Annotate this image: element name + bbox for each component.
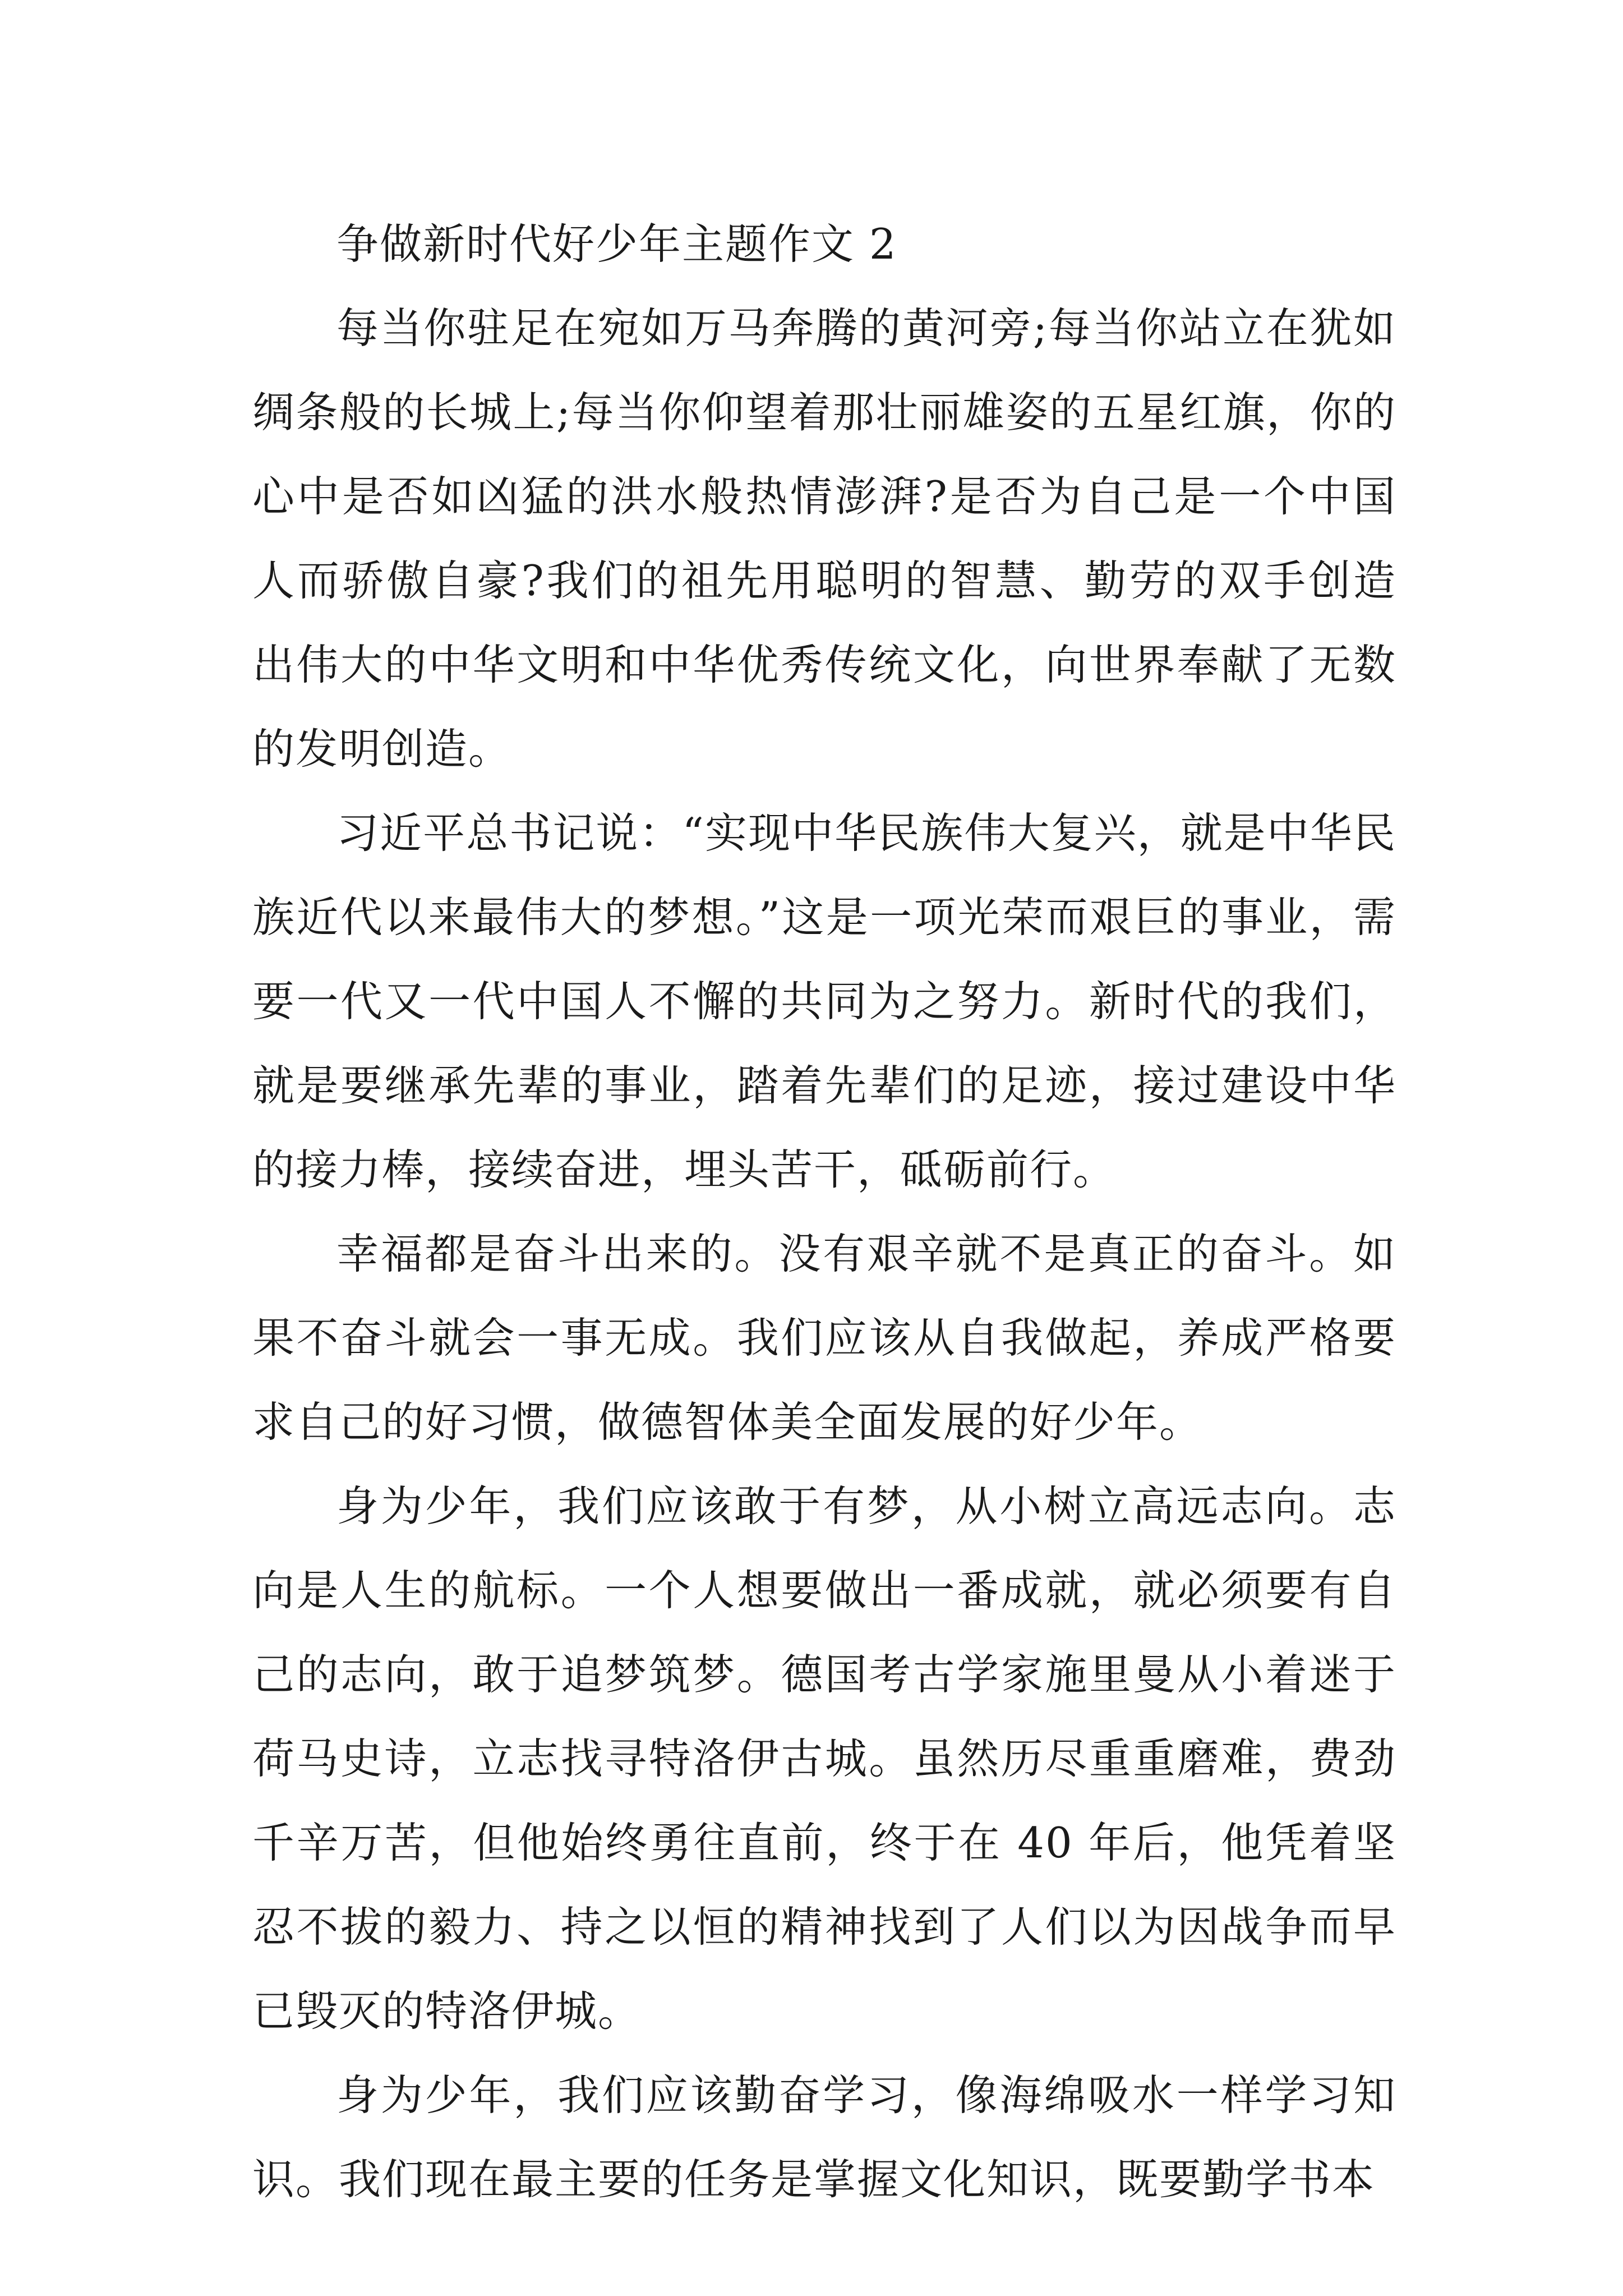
paragraph-3: 幸福都是奋斗出来的。没有艰辛就不是真正的奋斗。如果不奋斗就会一事无成。我们应该从自我做起，养成严格要求自己的好习惯，做德智体美全面发展的好少年。 [252, 1229, 1396, 1447]
document-body [252, 202, 1396, 2221]
paragraph-5: 身为少年，我们应该勤奋学习，像海绵吸水一样学习知识。我们现在最主要的任务是掌握文化知识，既要勤学书本 [252, 2070, 1396, 2204]
paragraph-1: 每当你驻足在宛如万马奔腾的黄河旁;每当你站立在犹如绸条般的长城上;每当你仰望着那壮丽雄姿的五星红旗，你的心中是否如凶猛的洪水般热情澎湃?是否为自己是一个中国人而骄傲自豪?我们的祖先用聪明的智慧、勤劳的双手创造出伟大的中华文明和中华优秀传统文化，向世界奉献了无数的发明创造。 [252, 303, 1396, 774]
document-title: 争做新时代好少年主题作文 2 [336, 219, 897, 269]
paragraph-2: 习近平总书记说：“实现中华民族伟大复兴，就是中华民族近代以来最伟大的梦想。”这是一项光荣而艰巨的事业，需要一代又一代中国人不懈的共同为之努力。新时代的我们，就是要继承先辈的事业，踏着先辈们的足迹，接过建设中华的接力棒，接续奋进，埋头苦干，砥砺前行。 [252, 808, 1396, 1194]
paragraph-4: 身为少年，我们应该敢于有梦，从小树立高远志向。志向是人生的航标。一个人想要做出一番成就，就必须要有自己的志向，敢于追梦筑梦。德国考古学家施里曼从小着迷于荷马史诗，立志找寻特洛伊古城。虽然历尽重重磨难，费劲千辛万苦，但他始终勇往直前，终于在 40 年后，他凭着坚忍不拔的毅力、持之以恒的精神找到了人们以为因战争而早已毁灭的特洛伊城。 [252, 1481, 1396, 2036]
